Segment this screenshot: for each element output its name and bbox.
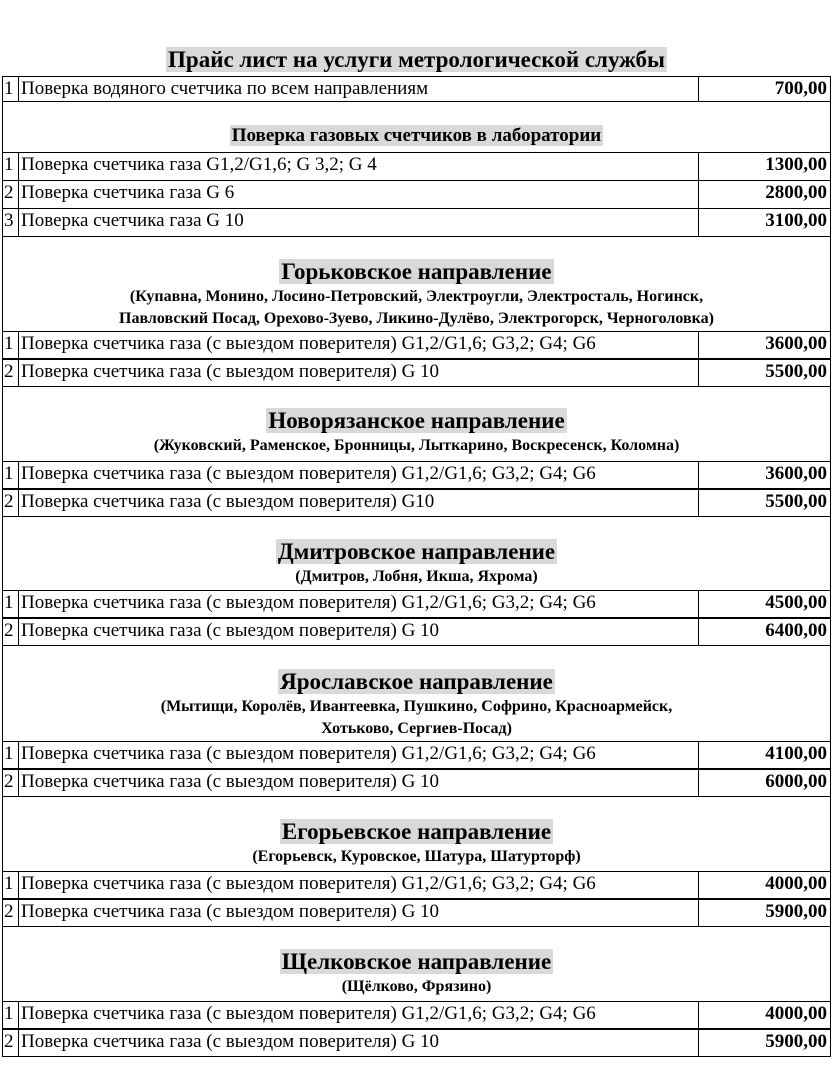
direction-title — [0, 407, 833, 435]
table-row — [2, 359, 831, 387]
row-number: 2 — [3, 900, 19, 926]
row-price: 4000,00 — [765, 873, 827, 894]
row-description: Поверка счетчика газа (с выездом поверителя) G 10 — [19, 619, 699, 645]
table-row — [2, 461, 831, 489]
direction-cities: (Жуковский, Раменское, Бронницы, Лыткарино, Воскресенск, Коломна) — [153, 437, 680, 454]
table-row — [2, 871, 831, 899]
table-row — [2, 741, 831, 769]
page-title — [0, 46, 833, 74]
table-row — [2, 331, 831, 359]
direction-title — [0, 258, 833, 286]
row-description: Поверка счетчика газа (с выездом поверителя) G1,2/G1,6; G3,2; G4; G6 — [19, 1002, 699, 1028]
row-number: 2 — [3, 1030, 19, 1056]
row-number: 1 — [3, 1002, 19, 1028]
row-price: 3600,00 — [765, 333, 827, 354]
lab-section-title-text: Поверка газовых счетчиков в лаборатории — [231, 125, 602, 146]
direction-title-text: Горьковское направление — [281, 259, 552, 284]
direction-title-text: Новорязанское направление — [268, 408, 565, 433]
direction-title — [0, 818, 833, 846]
table-row — [2, 899, 831, 927]
row-description: Поверка счетчика газа (с выездом поверителя) G10 — [19, 490, 699, 516]
row-price: 4100,00 — [765, 743, 827, 764]
row-price: 6000,00 — [765, 771, 827, 792]
table-row — [2, 769, 831, 797]
row-description: Поверка счетчика газа (с выездом поверителя) G1,2/G1,6; G3,2; G4; G6 — [19, 591, 699, 617]
row-price: 4500,00 — [765, 592, 827, 613]
row-description: Поверка счетчика газа (с выездом поверителя) G 10 — [19, 1030, 699, 1056]
row-description: Поверка счетчика газа (с выездом поверителя) G 10 — [19, 360, 699, 386]
row-description: Поверка счетчика газа (с выездом поверителя) G1,2/G1,6; G3,2; G4; G6 — [19, 462, 699, 488]
row-description: Поверка счетчика газа G 10 — [19, 209, 699, 236]
row-price: 5500,00 — [765, 491, 827, 512]
direction-cities: (Щёлково, Фрязино) — [341, 978, 492, 995]
row-number: 1 — [3, 462, 19, 488]
row-description: Поверка счетчика газа (с выездом поверителя) G1,2/G1,6; G3,2; G4; G6 — [19, 332, 699, 358]
table-row — [2, 180, 831, 209]
row-description: Поверка счетчика газа G 6 — [19, 181, 699, 208]
table-row — [2, 590, 831, 618]
table-row — [2, 1029, 831, 1057]
row-number: 2 — [3, 619, 19, 645]
table-row — [2, 152, 831, 181]
direction-title — [0, 948, 833, 976]
row-number: 1 — [3, 591, 19, 617]
row-number: 1 — [3, 332, 19, 358]
row-description: Поверка счетчика газа (с выездом поверителя) G1,2/G1,6; G3,2; G4; G6 — [19, 872, 699, 898]
table-row — [2, 618, 831, 646]
page-title-text: Прайс лист на услуги метрологической службы — [168, 47, 665, 72]
row-number: 2 — [3, 770, 19, 796]
row-price: 6400,00 — [765, 620, 827, 641]
direction-title — [0, 538, 833, 566]
direction-cities: (Егорьевск, Куровское, Шатура, Шатурторф) — [252, 848, 581, 865]
row-number: 1 — [3, 872, 19, 898]
row-price: 5900,00 — [765, 901, 827, 922]
direction-cities: (Мытищи, Королёв, Ивантеевка, Пушкино, Софрино, Красноармейск, — [160, 698, 673, 715]
row-number: 2 — [3, 181, 19, 208]
row-description: Поверка счетчика газа (с выездом поверителя) G 10 — [19, 900, 699, 926]
row-number: 1 — [3, 77, 19, 101]
direction-cities: (Дмитров, Лобня, Икша, Яхрома) — [295, 568, 538, 585]
direction-title-text: Щелковское направление — [281, 949, 552, 974]
lab-section-title — [0, 124, 833, 148]
direction-title-text: Егорьевское направление — [281, 819, 552, 844]
row-price: 3100,00 — [765, 210, 827, 231]
direction-title-text: Ярославское направление — [280, 669, 553, 694]
row-description: Поверка счетчика газа (с выездом поверителя) G 10 — [19, 770, 699, 796]
row-number: 1 — [3, 742, 19, 768]
row-price: 3600,00 — [765, 463, 827, 484]
table-row-water — [2, 76, 831, 102]
row-number: 2 — [3, 490, 19, 516]
direction-cities: (Купавна, Монино, Лосино-Петровский, Электроугли, Электросталь, Ногинск, — [129, 288, 704, 305]
row-price: 4000,00 — [765, 1003, 827, 1024]
row-description: Поверка водяного счетчика по всем направлениям — [19, 77, 699, 101]
direction-title-text: Дмитровское направление — [277, 539, 556, 564]
row-description: Поверка счетчика газа (с выездом поверителя) G1,2/G1,6; G3,2; G4; G6 — [19, 742, 699, 768]
table-row — [2, 208, 831, 237]
direction-title — [0, 668, 833, 696]
table-row — [2, 1001, 831, 1029]
direction-cities: Хотьково, Сергиев-Посад) — [321, 720, 512, 737]
direction-cities: Павловский Посад, Орехово-Зуево, Ликино-Дулёво, Электрогорск, Черноголовка) — [119, 310, 714, 327]
row-price: 700,00 — [774, 78, 827, 99]
row-price: 5900,00 — [765, 1031, 827, 1052]
table-row — [2, 489, 831, 517]
row-description: Поверка счетчика газа G1,2/G1,6; G 3,2; G 4 — [19, 153, 699, 180]
row-number: 1 — [3, 153, 19, 180]
row-number: 2 — [3, 360, 19, 386]
row-price: 2800,00 — [765, 182, 827, 203]
row-price: 1300,00 — [765, 154, 827, 175]
row-number: 3 — [3, 209, 19, 236]
row-price: 5500,00 — [765, 361, 827, 382]
